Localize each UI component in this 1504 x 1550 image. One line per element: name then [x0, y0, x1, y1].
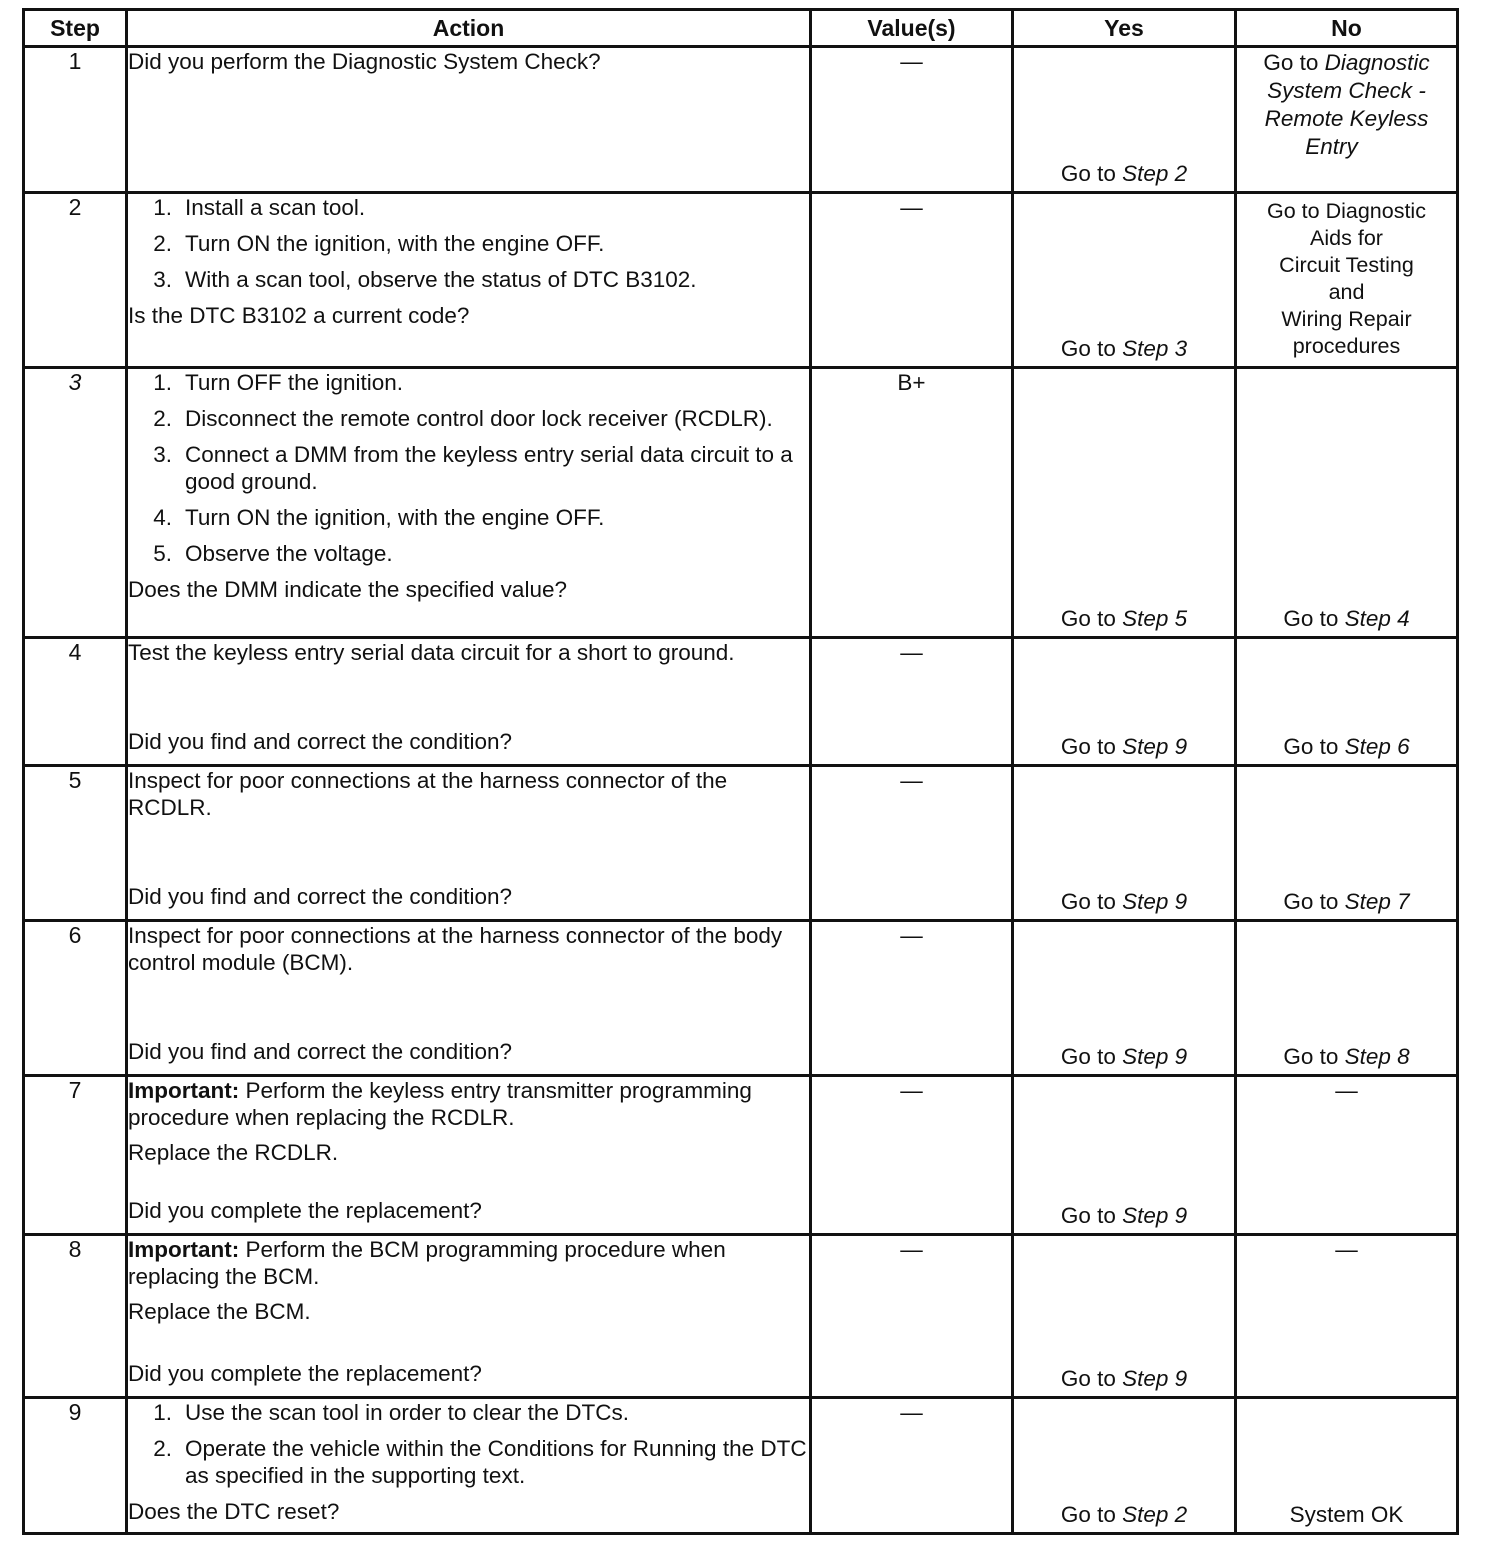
action-cell	[127, 368, 811, 638]
yes-cell: Go to Step 9	[1013, 1235, 1236, 1398]
action-question: Did you find and correct the condition?	[128, 729, 512, 754]
no-cell: —	[1236, 1076, 1458, 1235]
diagnostic-table	[22, 8, 1459, 1535]
yes-step-link[interactable]: Step 9	[1122, 889, 1188, 914]
action-steps	[128, 1399, 809, 1489]
step-number: 6	[24, 921, 127, 1076]
no-step-link[interactable]: Step 4	[1344, 606, 1410, 631]
table-row	[24, 638, 1458, 766]
header-no: No	[1236, 10, 1458, 47]
value-cell: B+	[811, 368, 1013, 638]
yes-step-link[interactable]: Step 9	[1122, 1203, 1188, 1228]
list-item: 1. Use the scan tool in order to clear the DTCs.	[153, 1400, 629, 1425]
yes-cell: Go to Step 9	[1013, 638, 1236, 766]
value-cell: —	[811, 766, 1013, 921]
action-question: Did you perform the Diagnostic System Check?	[128, 49, 601, 74]
step-number: 1	[24, 47, 127, 193]
action-question: Did you find and correct the condition?	[128, 1039, 512, 1064]
list-item: 1. Install a scan tool.	[153, 195, 366, 220]
no-cell: Go to Step 8	[1236, 921, 1458, 1076]
table-row	[24, 1235, 1458, 1398]
value-cell: —	[811, 638, 1013, 766]
step-number: 7	[24, 1076, 127, 1235]
no-text-line: Circuit Testing	[1279, 253, 1414, 277]
yes-cell: Go to Step 5	[1013, 368, 1236, 638]
no-cell: Go to Step 4	[1236, 368, 1458, 638]
no-link-line[interactable]: Remote Keyless	[1264, 106, 1429, 131]
value-cell: —	[811, 1398, 1013, 1534]
list-item: 4. Turn ON the ignition, with the engine OFF.	[153, 505, 605, 530]
header-values: Value(s)	[811, 10, 1013, 47]
action-text: Replace the RCDLR.	[128, 1140, 339, 1165]
no-text-line: procedures	[1292, 334, 1401, 358]
step-number: 5	[24, 766, 127, 921]
no-link-line[interactable]: Diagnostic	[1324, 50, 1430, 75]
no-result: System OK	[1289, 1502, 1404, 1527]
action-cell	[127, 47, 811, 193]
no-cell: Go to Step 7	[1236, 766, 1458, 921]
yes-step-link[interactable]: Step 9	[1122, 1366, 1188, 1391]
list-item: 3. With a scan tool, observe the status of DTC B3102.	[153, 267, 697, 292]
action-cell	[127, 638, 811, 766]
action-steps	[128, 369, 809, 567]
header-row	[24, 10, 1458, 47]
action-question: Does the DTC reset?	[128, 1499, 340, 1524]
yes-cell: Go to Step 3	[1013, 193, 1236, 368]
no-cell	[1236, 193, 1458, 368]
value-cell: —	[811, 193, 1013, 368]
action-text: Inspect for poor connections at the harness connector of the RCDLR.	[128, 768, 728, 820]
yes-cell: Go to Step 9	[1013, 766, 1236, 921]
action-question: Did you complete the replacement?	[128, 1361, 482, 1386]
list-item: 2. Turn ON the ignition, with the engine OFF.	[153, 231, 605, 256]
step-number: 4	[24, 638, 127, 766]
yes-step-link[interactable]: Step 9	[1122, 734, 1188, 759]
yes-step-link[interactable]: Step 2	[1122, 161, 1188, 186]
step-number: 2	[24, 193, 127, 368]
important-note: Important: Perform the keyless entry transmitter programming procedure when replacing the RCDLR.	[128, 1078, 752, 1130]
no-text-line: Aids for	[1310, 226, 1383, 250]
action-cell	[127, 193, 811, 368]
action-cell	[127, 1076, 811, 1235]
no-step-link[interactable]: Step 6	[1344, 734, 1410, 759]
yes-cell: Go to Step 9	[1013, 1076, 1236, 1235]
step-number: 8	[24, 1235, 127, 1398]
action-question: Is the DTC B3102 a current code?	[128, 303, 470, 328]
yes-step-link[interactable]: Step 3	[1122, 336, 1188, 361]
action-question: Did you complete the replacement?	[128, 1198, 482, 1223]
value-cell: —	[811, 1235, 1013, 1398]
header-step: Step	[24, 10, 127, 47]
no-step-link[interactable]: Step 7	[1344, 889, 1410, 914]
action-cell	[127, 766, 811, 921]
yes-cell: Go to Step 9	[1013, 921, 1236, 1076]
yes-step-link[interactable]: Step 5	[1122, 606, 1188, 631]
table-row	[24, 1076, 1458, 1235]
list-item: 3. Connect a DMM from the keyless entry serial data circuit to a good ground.	[153, 442, 793, 494]
list-item: 1. Turn OFF the ignition.	[153, 370, 404, 395]
no-link-line[interactable]: Entry	[1305, 134, 1358, 159]
action-text: Replace the BCM.	[128, 1299, 311, 1324]
list-item: 2. Operate the vehicle within the Conditions for Running the DTC as specified in the supporting text.	[153, 1436, 807, 1488]
action-question: Did you find and correct the condition?	[128, 884, 512, 909]
yes-step-link[interactable]: Step 9	[1122, 1044, 1188, 1069]
yes-cell: Go to Step 2	[1013, 47, 1236, 193]
step-number: 3	[24, 368, 127, 638]
important-note: Important: Perform the BCM programming procedure when replacing the BCM.	[128, 1237, 726, 1289]
table-row	[24, 766, 1458, 921]
no-text-line: Wiring Repair	[1281, 307, 1412, 331]
action-question: Does the DMM indicate the specified value?	[128, 577, 567, 602]
header-yes: Yes	[1013, 10, 1236, 47]
list-item: 2. Disconnect the remote control door lock receiver (RCDLR).	[153, 406, 773, 431]
action-cell	[127, 921, 811, 1076]
action-text: Test the keyless entry serial data circuit for a short to ground.	[128, 640, 735, 665]
list-item: 5. Observe the voltage.	[153, 541, 393, 566]
no-text-line: Go to Diagnostic	[1267, 199, 1426, 223]
action-cell	[127, 1235, 811, 1398]
no-cell: Go to Diagnostic System Check - Remote Keyless Entry	[1236, 47, 1458, 193]
table-row	[24, 47, 1458, 193]
header-action: Action	[127, 10, 811, 47]
table-row	[24, 368, 1458, 638]
yes-cell: Go to Step 2	[1013, 1398, 1236, 1534]
step-number: 9	[24, 1398, 127, 1534]
no-link-line[interactable]: System Check -	[1267, 78, 1426, 103]
table-row	[24, 1398, 1458, 1534]
yes-step-link[interactable]: Step 2	[1122, 1502, 1188, 1527]
no-cell: —	[1236, 1235, 1458, 1398]
no-text-line: and	[1328, 280, 1365, 304]
action-text: Inspect for poor connections at the harness connector of the body control module (BCM).	[128, 923, 783, 975]
value-cell: —	[811, 921, 1013, 1076]
action-steps	[128, 194, 809, 293]
table-row	[24, 193, 1458, 368]
value-cell: —	[811, 1076, 1013, 1235]
no-cell: Go to Step 6	[1236, 638, 1458, 766]
value-cell: —	[811, 47, 1013, 193]
no-cell	[1236, 1398, 1458, 1534]
action-cell	[127, 1398, 811, 1534]
table-row	[24, 921, 1458, 1076]
no-step-link[interactable]: Step 8	[1344, 1044, 1410, 1069]
